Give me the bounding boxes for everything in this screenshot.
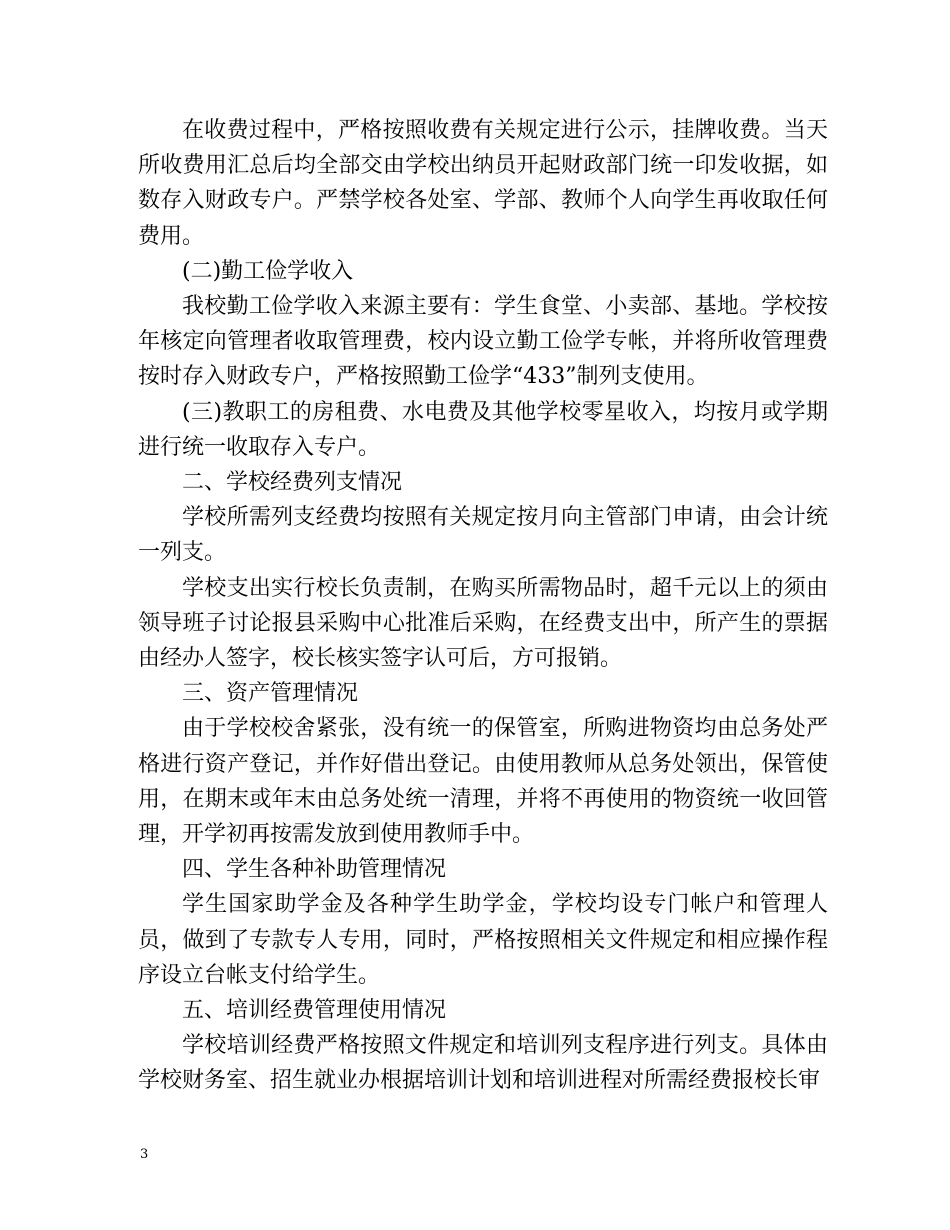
document-body bbox=[138, 113, 828, 1099]
heading-training-funds: 五、培训经费管理使用情况 bbox=[182, 998, 447, 1024]
paragraph-work-study-income: 我校勤工俭学收入来源主要有：学生食堂、小卖部、基地。学校按年核定向管理者收取管理费，校内设立勤工俭学专帐，并将所收管理费按时存入财政专户，严格按照勤工俭学“433”制列支使用。 bbox=[138, 294, 828, 390]
paragraph-expenditure-application: 学校所需列支经费均按照有关规定按月向主管部门申请，由会计统一列支。 bbox=[138, 505, 828, 566]
heading-expenditure: 二、学校经费列支情况 bbox=[182, 470, 403, 496]
paragraph-staff-income: (三)教职工的房租费、水电费及其他学校零星收入，均按月或学期进行统一收取存入专户。 bbox=[138, 399, 828, 460]
page-number: 3 bbox=[140, 1147, 149, 1162]
paragraph-principal-responsibility: 学校支出实行校长负责制，在购买所需物品时，超千元以上的须由领导班子讨论报县采购中心批准后采购，在经费支出中，所产生的票据由经办人签字，校长核实签字认可后，方可报销。 bbox=[138, 575, 828, 672]
paragraph-fee-collection: 在收费过程中，严格按照收费有关规定进行公示，挂牌收费。当天所收费用汇总后均全部交由学校出纳员开起财政部门统一印发收据，如数存入财政专户。严禁学校各处室、学部、教师个人向学生再收取任何费用。 bbox=[138, 118, 828, 249]
paragraph-training-funds: 学校培训经费严格按照文件规定和培训列支程序进行列支。具体由学校财务室、招生就业办根据培训计划和培训进程对所需经费报校长审 bbox=[138, 1033, 828, 1094]
heading-student-subsidy: 四、学生各种补助管理情况 bbox=[182, 857, 447, 883]
heading-asset-management: 三、资产管理情况 bbox=[182, 681, 359, 707]
paragraph-asset-management: 由于学校校舍紧张，没有统一的保管室，所购进物资均由总务处严格进行资产登记，并作好借出登记。由使用教师从总务处领出，保管使用，在期末或年末由总务处统一清理，并将不再使用的物资统一收回管理，开学初再按需发放到使用教师手中。 bbox=[138, 716, 828, 848]
subheading-work-study-income: (二)勤工俭学收入 bbox=[182, 258, 354, 284]
paragraph-student-subsidy: 学生国家助学金及各种学生助学金，学校均设专门帐户和管理人员，做到了专款专人专用，同时，严格按照相关文件规定和相应操作程序设立台帐支付给学生。 bbox=[138, 892, 828, 988]
